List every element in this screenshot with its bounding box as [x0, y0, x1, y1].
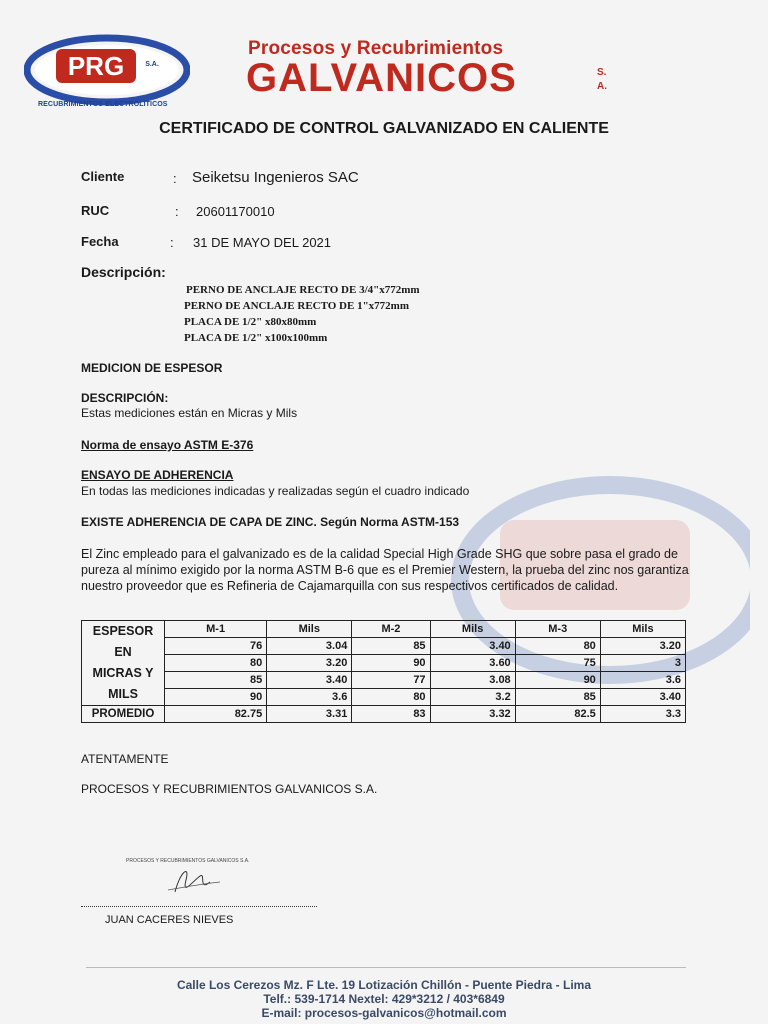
table-cell: 80 [515, 638, 600, 655]
table-cell: 3.04 [267, 638, 352, 655]
table-header-cell: M-3 [515, 621, 600, 638]
stamp-text: PROCESOS Y RECUBRIMIENTOS GALVANICOS S.A. [126, 858, 250, 864]
promedio-cell: 82.75 [165, 706, 267, 723]
table-cell: 90 [515, 672, 600, 689]
table-cell: 80 [165, 655, 267, 672]
table-cell: 3.08 [430, 672, 515, 689]
table-cell: 3.6 [600, 672, 685, 689]
table-cell: 3.20 [267, 655, 352, 672]
table-header-row [82, 621, 686, 638]
table-header-cell: Mils [430, 621, 515, 638]
adherencia-text: EXISTE ADHERENCIA DE CAPA DE ZINC. Según Norma ASTM-153 [81, 515, 460, 529]
table-header-cell: Mils [267, 621, 352, 638]
document-title: CERTIFICADO DE CONTROL GALVANIZADO EN CALIENTE [159, 120, 609, 137]
company-sa-2: A. [597, 81, 607, 92]
descripcion-item: PERNO DE ANCLAJE RECTO DE 3/4"x772mm [186, 284, 420, 296]
ensayo-title: ENSAYO DE ADHERENCIA [81, 468, 234, 482]
signature-stamp [120, 852, 260, 904]
footer-divider [86, 967, 686, 968]
table-cell: 3.60 [430, 655, 515, 672]
ruc-sep: : [175, 204, 179, 219]
table-cell: 90 [352, 655, 430, 672]
signature-line [81, 906, 317, 907]
descripcion-label: Descripción: [81, 264, 166, 280]
table-row [82, 638, 686, 655]
ruc-label: RUC [81, 203, 110, 218]
table-cell: 3 [600, 655, 685, 672]
zinc-paragraph: El Zinc empleado para el galvanizado es de la calidad Special High Grade SHG que sobre pasa el grado de pureza al mínimo exigido por la norma ASTM B-6 que es el Premier Western, la prueba del zinc nos garantiza nuestro proveedor que es Refineria de Cajamarquilla con sus respectivos certificados de calidad. [81, 547, 689, 593]
client-label: Cliente [81, 169, 125, 184]
company-name-line1: Procesos y Recubrimientos [248, 38, 504, 59]
table-cell: 3.40 [430, 638, 515, 655]
logo-subtitle: RECUBRIMIENTOS ELECTROLITICOS [38, 101, 168, 108]
descripcion-item: PLACA DE 1/2" x100x100mm [184, 332, 328, 344]
promedio-cell: 3.32 [430, 706, 515, 723]
descripcion-item: PERNO DE ANCLAJE RECTO DE 1"x772mm [184, 300, 410, 312]
table-side-label: ESPESOR EN MICRAS Y MILS [82, 621, 165, 706]
table-row [82, 672, 686, 689]
table-cell: 75 [515, 655, 600, 672]
table-row [82, 655, 686, 672]
table-row [82, 689, 686, 706]
promedio-label: PROMEDIO [82, 706, 165, 723]
table-header-cell: M-2 [352, 621, 430, 638]
table-cell: 3.20 [600, 638, 685, 655]
table-cell: 3.40 [267, 672, 352, 689]
table-cell: 77 [352, 672, 430, 689]
company-sa: S. [597, 67, 607, 78]
table-cell: 80 [352, 689, 430, 706]
footer-address: Calle Los Cerezos Mz. F Lte. 19 Lotización Chillón - Puente Piedra - Lima [176, 978, 592, 992]
client-value: Seiketsu Ingenieros SAC [192, 169, 359, 186]
medicion-desc-label: DESCRIPCIÓN: [81, 391, 169, 405]
fecha-label: Fecha [81, 234, 119, 249]
table-cell: 85 [352, 638, 430, 655]
medicion-title: MEDICION DE ESPESOR [81, 361, 223, 375]
measurement-table [81, 620, 686, 723]
logo-text: PRG [67, 51, 125, 81]
medicion-desc-text: Estas mediciones están en Micras y Mils [81, 406, 298, 420]
promedio-cell: 3.3 [600, 706, 685, 723]
promedio-cell: 83 [352, 706, 430, 723]
table-cell: 90 [165, 689, 267, 706]
descripcion-item: PLACA DE 1/2" x80x80mm [184, 316, 317, 328]
table-cell: 76 [165, 638, 267, 655]
closing-company: PROCESOS Y RECUBRIMIENTOS GALVANICOS S.A. [81, 782, 378, 796]
fecha-sep: : [170, 235, 174, 250]
table-header-cell: M-1 [165, 621, 267, 638]
footer-phones: Telf.: 539-1714 Nextel: 429*3212 / 403*6849 [263, 992, 505, 1006]
table-cell: 3.40 [600, 689, 685, 706]
table-cell: 85 [165, 672, 267, 689]
norma-title: Norma de ensayo ASTM E-376 [81, 438, 254, 452]
atentamente: ATENTAMENTE [81, 752, 169, 766]
fecha-value: 31 DE MAYO DEL 2021 [193, 235, 332, 250]
company-name-line2: GALVANICOS [246, 56, 517, 100]
descripcion-list [184, 282, 420, 346]
ruc-value: 20601170010 [196, 204, 275, 219]
table-cell: 85 [515, 689, 600, 706]
logo-sa: S.A. [145, 61, 159, 68]
table-promedio-row [82, 706, 686, 723]
ensayo-text: En todas las mediciones indicadas y realizadas según el cuadro indicado [81, 484, 470, 498]
footer-email: E-mail: procesos-galvanicos@hotmail.com [261, 1006, 507, 1020]
table-cell: 3.2 [430, 689, 515, 706]
table-cell: 3.6 [267, 689, 352, 706]
signer-name: JUAN CACERES NIEVES [105, 914, 234, 926]
promedio-cell: 3.31 [267, 706, 352, 723]
client-sep: : [173, 171, 177, 186]
promedio-cell: 82.5 [515, 706, 600, 723]
table-header-cell: Mils [600, 621, 685, 638]
